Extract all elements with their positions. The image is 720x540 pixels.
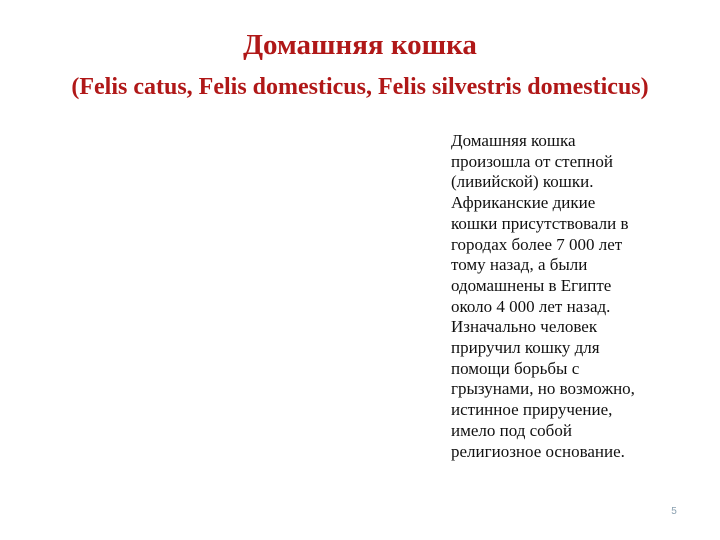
body-line: около 4 000 лет назад. bbox=[451, 296, 611, 316]
page-number: 5 bbox=[671, 506, 677, 517]
body-text bbox=[451, 131, 699, 462]
body-line: имело под собой bbox=[451, 420, 572, 440]
body-line: городах более 7 000 лет bbox=[451, 234, 623, 254]
body-line: приручил кошку для bbox=[451, 338, 600, 358]
body-line: помощи борьбы с bbox=[451, 358, 580, 378]
slide-subtitle: (Felis catus, Felis domesticus, Felis silvestris domesticus) bbox=[71, 74, 649, 100]
body-line: религиозное основание. bbox=[451, 441, 625, 461]
body-line: одомашнены в Египте bbox=[451, 275, 612, 295]
slide-title: Домашняя кошка bbox=[243, 29, 477, 61]
body-line: грызунами, но возможно, bbox=[451, 379, 635, 399]
body-line: кошки присутствовали в bbox=[451, 213, 629, 233]
body-line: Домашняя кошка bbox=[451, 131, 576, 150]
body-line: (ливийской) кошки. bbox=[451, 172, 594, 192]
body-line: Изначально человек bbox=[451, 317, 598, 337]
body-line: истинное приручение, bbox=[451, 400, 613, 420]
body-line: произошла от степной bbox=[451, 151, 613, 171]
body-line: тому назад, а были bbox=[451, 255, 588, 275]
body-line: Африканские дикие bbox=[451, 193, 596, 213]
